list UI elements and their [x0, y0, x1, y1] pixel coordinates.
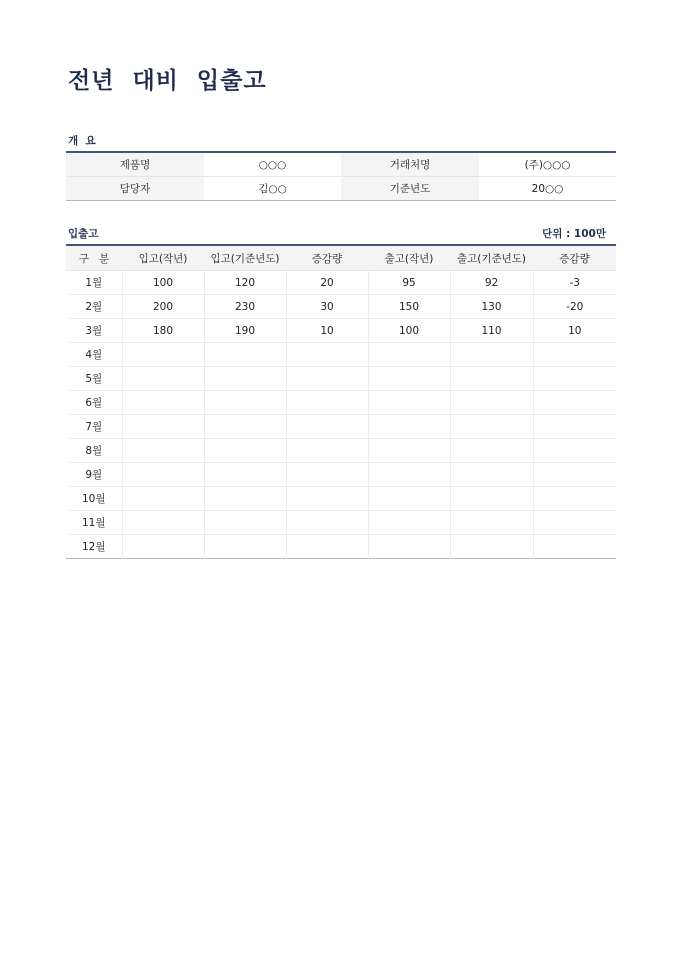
overview-row [66, 177, 616, 201]
outbound-last-year-cell: 100 [368, 319, 450, 343]
outbound-base-year-cell: 110 [450, 319, 533, 343]
month-cell: 3월 [66, 319, 122, 343]
inbound-base-year-cell [204, 415, 286, 439]
unit-label: 단위 : 100만 [542, 228, 606, 240]
month-cell: 8월 [66, 439, 122, 463]
outbound-last-year-cell [368, 511, 450, 535]
outbound-change-header: 증감량 [533, 245, 616, 271]
month-cell: 10월 [66, 487, 122, 511]
month-cell: 2월 [66, 295, 122, 319]
outbound-base-year-cell [450, 439, 533, 463]
inbound-base-year-cell [204, 391, 286, 415]
inbound-base-year-cell [204, 487, 286, 511]
product-name-value: ○○○ [204, 152, 341, 177]
client-name-label: 거래처명 [341, 152, 479, 177]
inbound-last-year-cell [122, 415, 204, 439]
inbound-base-year-cell [204, 535, 286, 559]
inbound-change-cell [286, 391, 368, 415]
month-cell: 1월 [66, 271, 122, 295]
table-row [66, 463, 616, 487]
outbound-base-year-cell: 130 [450, 295, 533, 319]
inout-table [66, 244, 616, 559]
outbound-last-year-cell [368, 535, 450, 559]
inout-section-label: 입출고 [68, 228, 99, 240]
outbound-base-year-cell [450, 487, 533, 511]
inbound-base-year-cell [204, 343, 286, 367]
page-title: 전년 대비 입출고 [68, 68, 267, 94]
month-cell: 12월 [81, 541, 106, 553]
outbound-last-year-cell: 95 [368, 271, 450, 295]
table-row [66, 271, 616, 295]
inbound-last-year-cell: 200 [122, 295, 204, 319]
inbound-base-year-cell: 120 [204, 271, 286, 295]
inbound-base-year-cell [204, 367, 286, 391]
outbound-last-year-cell: 150 [368, 295, 450, 319]
overview-table [66, 151, 616, 201]
overview-section-label: 개 요 [68, 135, 96, 147]
outbound-change-cell [533, 439, 616, 463]
table-row [66, 439, 616, 463]
outbound-change-cell [533, 391, 616, 415]
outbound-base-year-cell [450, 343, 533, 367]
outbound-change-cell [533, 343, 616, 367]
inbound-change-cell [286, 535, 368, 559]
outbound-last-year-cell [368, 415, 450, 439]
outbound-base-year-cell [450, 463, 533, 487]
client-name-value: (주)○○○ [479, 152, 616, 177]
inbound-change-cell [286, 367, 368, 391]
inbound-base-year-cell: 190 [204, 319, 286, 343]
inbound-change-cell [286, 343, 368, 367]
inbound-change-cell [286, 511, 368, 535]
outbound-last-year-cell [368, 439, 450, 463]
month-cell: 7월 [66, 415, 122, 439]
month-cell: 6월 [66, 391, 122, 415]
inbound-base-year-cell [204, 463, 286, 487]
table-row [66, 535, 616, 559]
inbound-last-year-cell [122, 391, 204, 415]
outbound-base-year-cell: 92 [450, 271, 533, 295]
outbound-base-year-cell [450, 535, 533, 559]
outbound-last-year-cell [368, 367, 450, 391]
outbound-base-year-cell [450, 415, 533, 439]
inbound-last-year-cell [122, 343, 204, 367]
inbound-last-year-cell [122, 367, 204, 391]
table-row [66, 415, 616, 439]
outbound-last-year-cell [368, 343, 450, 367]
product-name-label: 제품명 [66, 152, 204, 177]
outbound-change-cell [533, 463, 616, 487]
inbound-change-cell [286, 487, 368, 511]
month-cell: 5월 [66, 367, 122, 391]
month-cell: 9월 [66, 463, 122, 487]
table-row [66, 295, 616, 319]
outbound-change-cell [533, 367, 616, 391]
inbound-last-year-cell [122, 535, 204, 559]
inbound-change-cell: 30 [286, 295, 368, 319]
inbound-last-year-cell: 100 [122, 271, 204, 295]
outbound-last-year-cell [368, 463, 450, 487]
inbound-base-year-cell [204, 439, 286, 463]
inbound-base-year-cell: 230 [204, 295, 286, 319]
table-header-row [66, 245, 616, 271]
division-header: 구 분 [66, 245, 122, 271]
inbound-change-cell [286, 439, 368, 463]
inbound-change-cell: 20 [286, 271, 368, 295]
month-cell: 4월 [66, 343, 122, 367]
inbound-last-year-header: 입고(작년) [122, 245, 204, 271]
base-year-label: 기준년도 [341, 177, 479, 201]
inbound-last-year-cell: 180 [122, 319, 204, 343]
outbound-change-cell [533, 487, 616, 511]
outbound-change-cell: 10 [533, 319, 616, 343]
table-row [66, 367, 616, 391]
outbound-base-year-cell [450, 391, 533, 415]
inbound-base-year-header: 입고(기준년도) [204, 245, 286, 271]
outbound-base-year-cell [450, 367, 533, 391]
outbound-last-year-header: 출고(작년) [368, 245, 450, 271]
inbound-change-header: 증감량 [286, 245, 368, 271]
outbound-base-year-header: 출고(기준년도) [450, 245, 533, 271]
outbound-base-year-cell [450, 511, 533, 535]
month-cell: 11월 [66, 511, 122, 535]
inbound-last-year-cell [122, 463, 204, 487]
manager-label: 담당자 [66, 177, 204, 201]
table-row [66, 391, 616, 415]
outbound-change-cell: -3 [533, 271, 616, 295]
inbound-last-year-cell [122, 511, 204, 535]
base-year-value: 20○○ [531, 182, 564, 195]
manager-value: 김○○ [258, 183, 287, 195]
inbound-change-cell [286, 463, 368, 487]
inbound-last-year-cell [122, 487, 204, 511]
inbound-change-cell: 10 [286, 319, 368, 343]
outbound-change-cell: -20 [533, 295, 616, 319]
inbound-change-cell [286, 415, 368, 439]
inbound-base-year-cell [204, 511, 286, 535]
table-row [66, 343, 616, 367]
table-row [66, 487, 616, 511]
table-row [66, 319, 616, 343]
outbound-last-year-cell [368, 487, 450, 511]
outbound-change-cell [533, 535, 616, 559]
outbound-change-cell [533, 415, 616, 439]
overview-row [66, 152, 616, 177]
table-row [66, 511, 616, 535]
inbound-last-year-cell [122, 439, 204, 463]
outbound-change-cell [533, 511, 616, 535]
outbound-last-year-cell [368, 391, 450, 415]
